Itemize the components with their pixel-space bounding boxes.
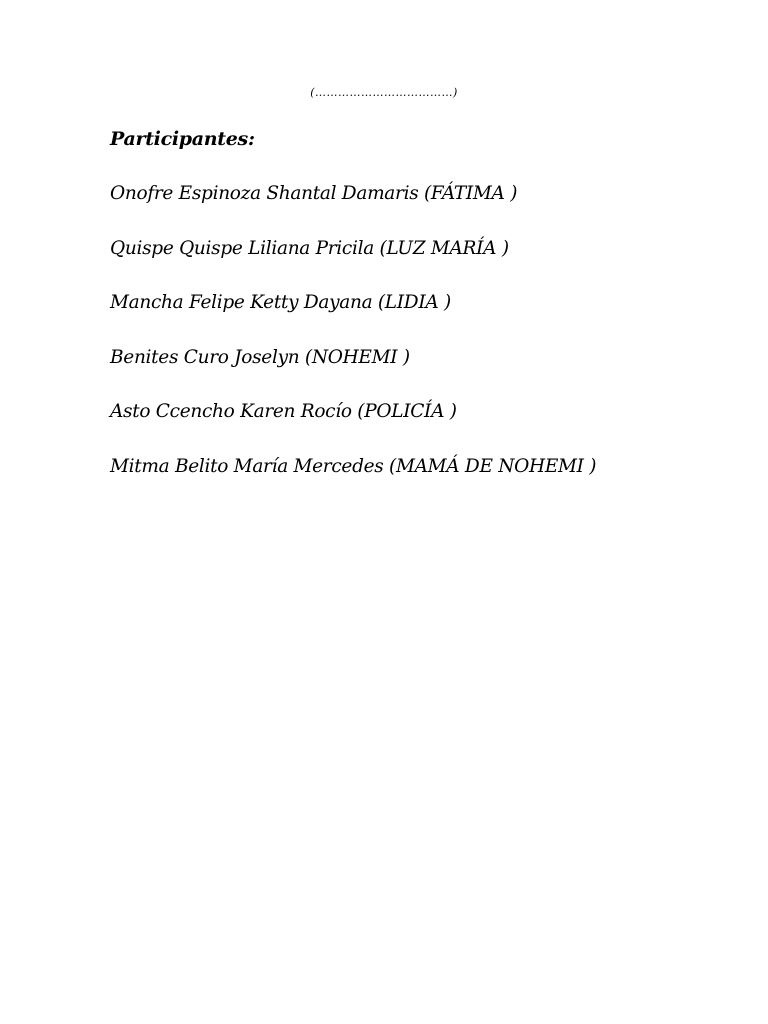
participant-item: Asto Ccencho Karen Rocío (POLICÍA ) xyxy=(110,401,457,422)
participants-list xyxy=(110,180,730,507)
participant-item: Mancha Felipe Ketty Dayana (LIDIA ) xyxy=(110,292,451,313)
participant-item: Quispe Quispe Liliana Pricila (LUZ MARÍA ) xyxy=(110,237,509,259)
participants-heading: Participantes: xyxy=(110,128,255,150)
participant-item: Benites Curo Joselyn (NOHEMI ) xyxy=(110,346,410,368)
participant-item: Onofre Espinoza Shantal Damaris (FÁTIMA ) xyxy=(110,183,518,204)
participant-item: Mitma Belito María Mercedes (MAMÁ DE NOHEMI ) xyxy=(110,455,597,477)
placeholder-mark: (………………………………) xyxy=(310,86,458,99)
